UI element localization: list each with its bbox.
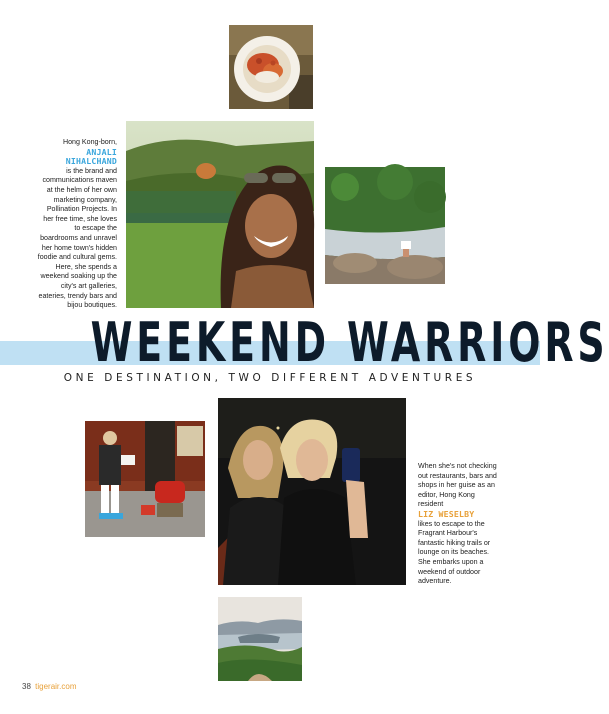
photo-river-rocks [325, 167, 445, 284]
page-number: 38 [22, 682, 31, 691]
intro-liz-lead: When she's not checking out restaurants, bars and shops in her guise as an editor, Hong Kong resident [418, 462, 497, 509]
intro-anjali [36, 138, 117, 311]
headline-title: WEEKEND WARRIORS [90, 311, 609, 374]
photo-food-plate [229, 25, 313, 109]
page-footer [22, 682, 77, 691]
intro-anjali-name: ANJALI NIHALCHAND [65, 146, 117, 167]
intro-anjali-lead: Hong Kong-born, [62, 138, 117, 146]
photo-street-market [85, 421, 205, 537]
headline-subtitle: ONE DESTINATION, TWO DIFFERENT ADVENTURES [63, 372, 477, 384]
intro-liz-body: likes to escape to the Fragrant Harbour's fantastic hiking trails or lounge on its beaches. She embarks upon a weekend of outdoor adventure. [418, 519, 491, 586]
intro-liz [418, 462, 498, 587]
photo-anjali-selfie [126, 121, 314, 308]
photo-hiking-view [218, 597, 302, 681]
photo-liz-night-selfie [218, 398, 406, 585]
footer-site-link[interactable]: tigerair.com [35, 682, 77, 691]
intro-liz-name: LIZ WESELBY [418, 508, 475, 519]
intro-anjali-body: is the brand and communications maven at the helm of her own marketing company, Pollination Projects. In her free time, she loves to escape the boardrooms and unravel her home town's hidden foodie and cultural gems. Here, she spends a weekend soaking up the city's art galleries, eateries, trendy bars and bijou boutiques. [37, 166, 117, 310]
